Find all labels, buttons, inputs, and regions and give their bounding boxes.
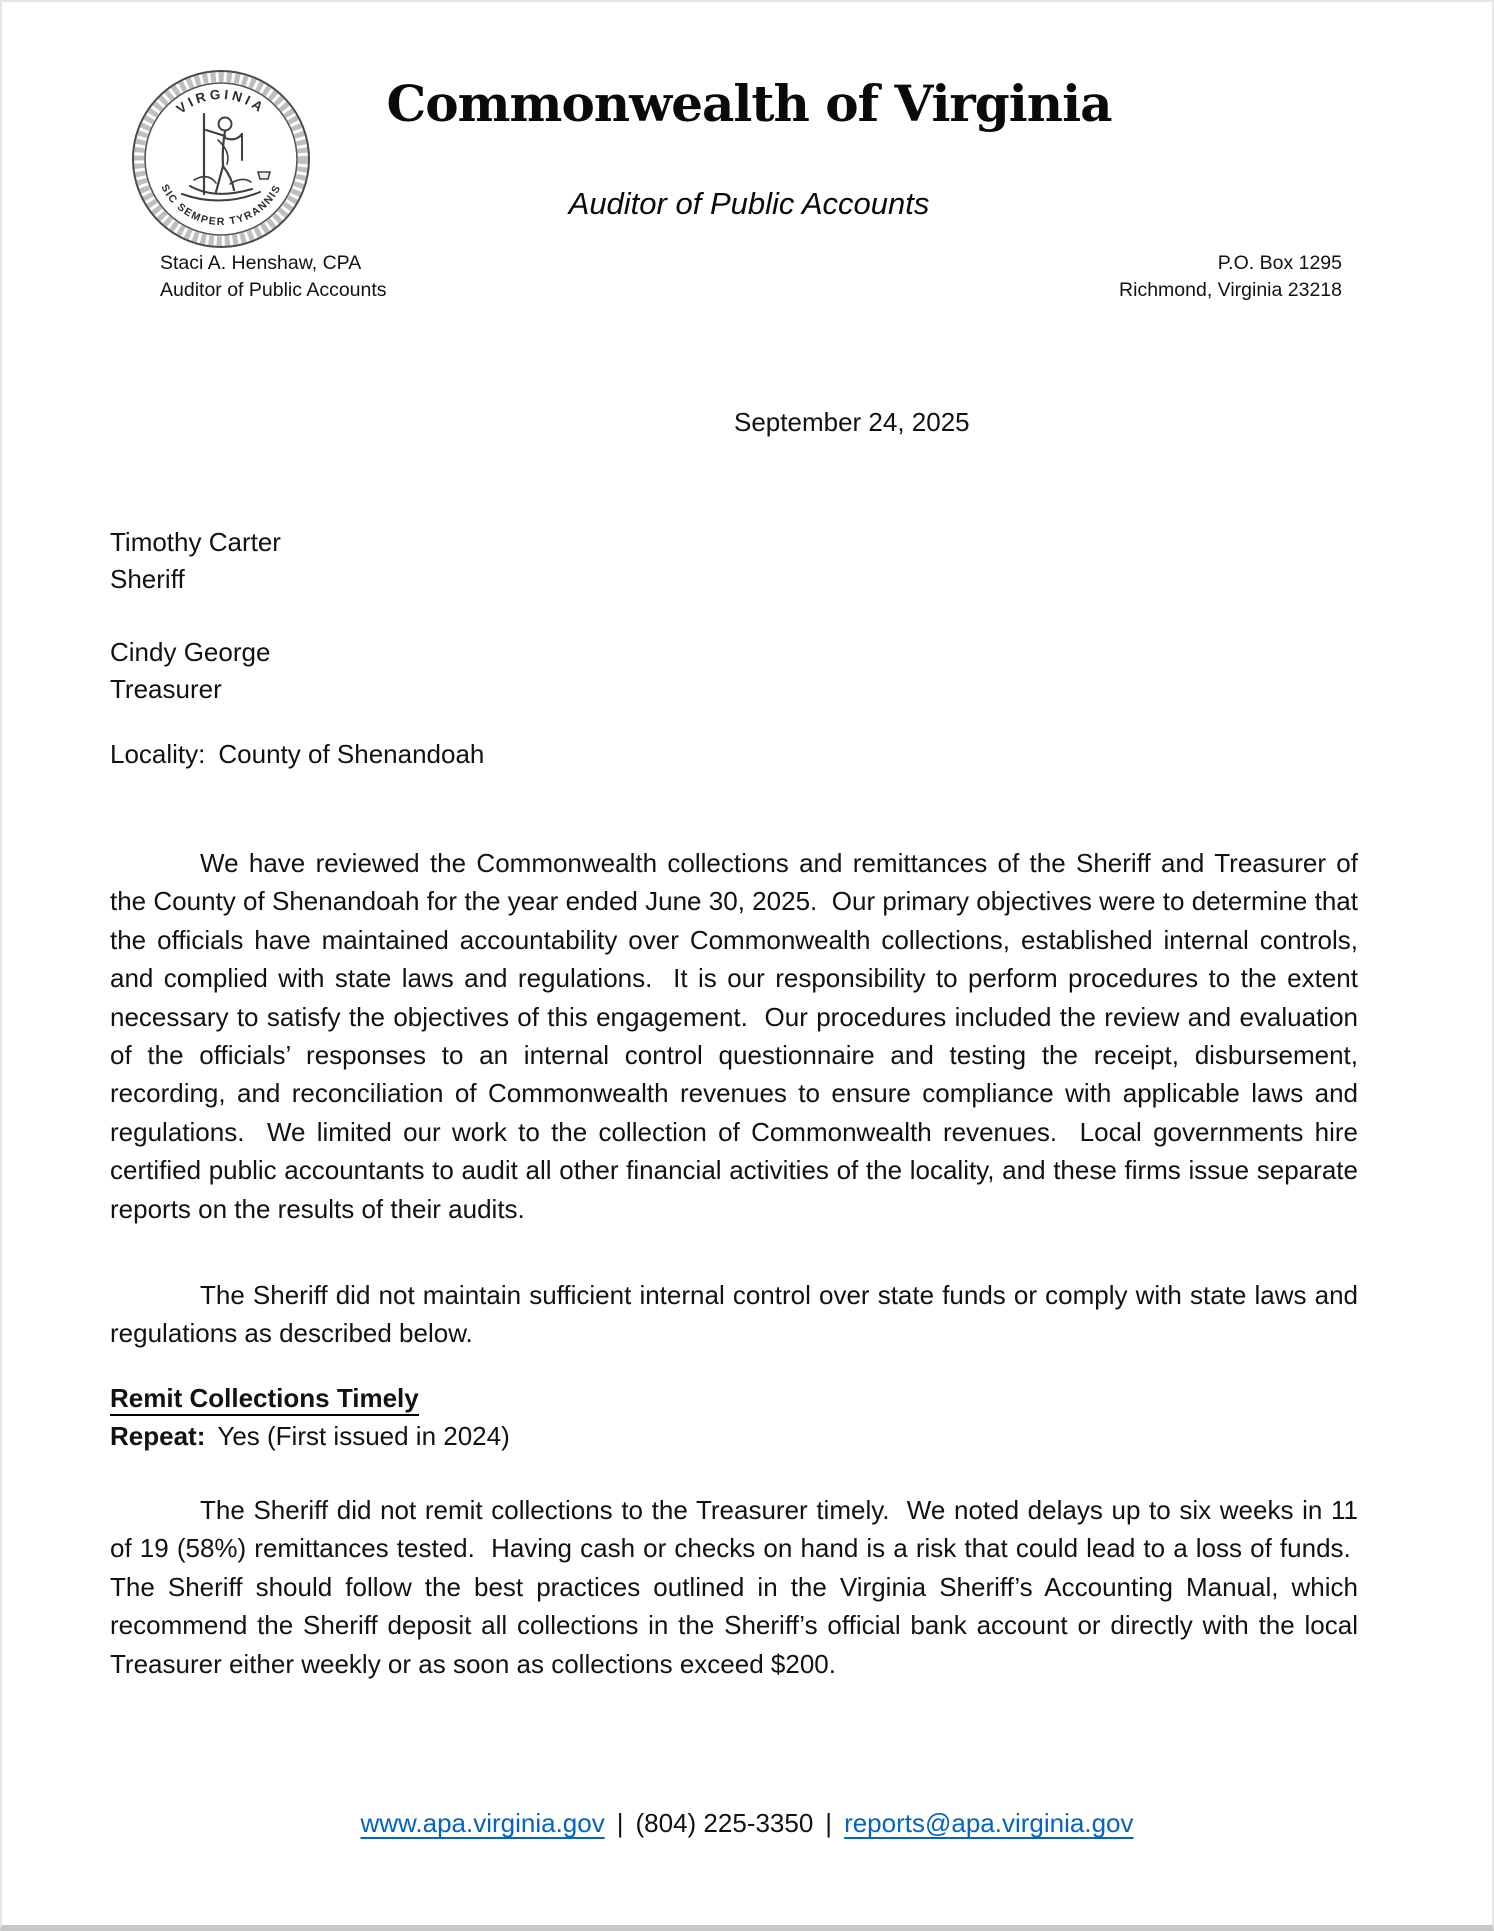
- locality-line: [110, 738, 1358, 770]
- recipient-title: Treasurer: [110, 674, 222, 704]
- letter-date: September 24, 2025: [734, 407, 970, 437]
- phone-number: (804) 225-3350: [635, 1808, 814, 1838]
- official-name: Staci A. Henshaw, CPA: [160, 252, 362, 274]
- recipient-sheriff: [110, 524, 1358, 598]
- recipient-treasurer: [110, 634, 1358, 708]
- address-line-2: Richmond, Virginia 23218: [1119, 279, 1342, 301]
- seal-bottom-text: SIC SEMPER TYRANNIS: [158, 182, 284, 229]
- letter-content: [2, 2, 1492, 1683]
- address-block: [1119, 250, 1342, 304]
- letterhead-subtitle: Auditor of Public Accounts: [568, 186, 930, 221]
- repeat-value: Yes (First issued in 2024): [217, 1420, 510, 1451]
- finding-heading: [110, 1379, 1358, 1417]
- email-link[interactable]: reports@apa.virginia.gov: [844, 1808, 1134, 1838]
- recipient-title: Sheriff: [110, 564, 185, 594]
- website-link[interactable]: www.apa.virginia.gov: [360, 1808, 605, 1838]
- address-line-1: P.O. Box 1295: [1217, 252, 1342, 274]
- page-footer: [2, 1808, 1492, 1839]
- finding-heading-text: Remit Collections Timely: [110, 1383, 419, 1416]
- official-block: [160, 250, 387, 304]
- recipient-name: Cindy George: [110, 637, 271, 667]
- paragraph-conclusion: The Sheriff did not maintain sufficient internal control over state funds or comply with state laws and regulations as described below.: [110, 1280, 1358, 1349]
- letterhead-contact-row: [160, 250, 1342, 304]
- seal-top-text: VIRGINIA: [173, 86, 269, 117]
- official-title: Auditor of Public Accounts: [160, 279, 387, 301]
- letterhead: [110, 2, 1358, 342]
- repeat-label: Repeat:: [110, 1420, 206, 1451]
- locality-value: County of Shenandoah: [218, 739, 485, 769]
- footer-separator: |: [616, 1808, 624, 1838]
- locality-label: Locality:: [110, 739, 206, 769]
- letterhead-title: Commonwealth of Virginia: [386, 74, 1112, 133]
- repeat-line: [110, 1417, 1358, 1455]
- recipient-name: Timothy Carter: [110, 527, 281, 557]
- paragraph-finding-detail: The Sheriff did not remit collections to the Treasurer timely. We noted delays up to six weeks in 11 of 19 (58%) remittances tested. Having cash or checks on hand is a risk that could lead to a loss of funds. The Sheriff should follow the best practices outlined in the Virginia Sheriff’s Accounting Manual, which recommend the Sheriff deposit all collections in the Sheriff’s official bank account or directly with the local Treasurer either weekly or as soon as collections exceed $200.: [110, 1494, 1358, 1679]
- footer-separator: |: [825, 1808, 833, 1838]
- paragraph-review-scope: We have reviewed the Commonwealth collections and remittances of the Sheriff and Treasurer of the County of Shenandoah for the year ended June 30, 2025. Our primary objectives were to determine that the officials have maintained accountability over Commonwealth collections, established internal controls, and complied with state laws and regulations. It is our responsibility to perform procedures to the extent necessary to satisfy the objectives of this engagement. Our procedures included the review and evaluation of the officials’ responses to an internal control questionnaire and testing the receipt, disbursement, recording, and reconciliation of Commonwealth revenues to ensure compliance with applicable laws and regulations. We limited our work to the collection of Commonwealth revenues. Local governments hire certified public accountants to audit all other financial activities of the locality, and these firms issue separate reports on the results of their audits.: [110, 848, 1358, 1224]
